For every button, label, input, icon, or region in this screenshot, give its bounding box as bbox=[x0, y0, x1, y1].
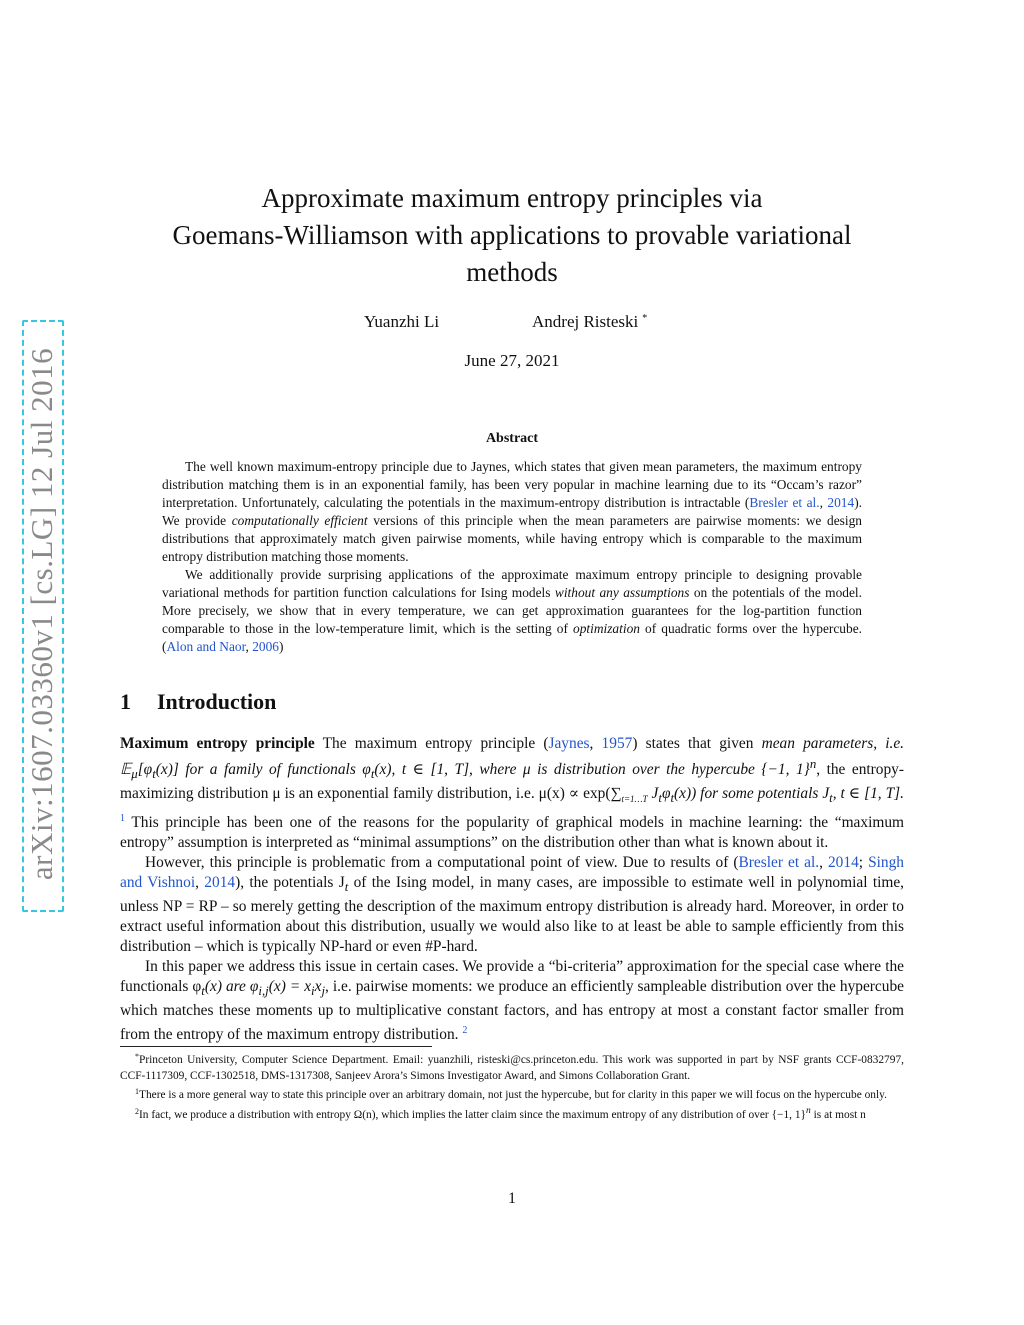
title-line-2: Goemans-Williamson with applications to provable variational bbox=[172, 220, 852, 250]
section-title: Introduction bbox=[157, 689, 277, 714]
citation-link[interactable]: Alon and Naor bbox=[166, 639, 246, 654]
paper-title bbox=[100, 180, 924, 291]
footnote: $^2$In fact, we produce a distribution with entropy Ω(n), which implies the latter claim since the maximum entropy of any distribution of over {−1, 1}$^n$ is at most n bbox=[135, 1105, 866, 1121]
title-line-3: methods bbox=[466, 257, 558, 287]
body-text bbox=[120, 734, 904, 1045]
footnote: $^1$There is a more general way to state this principle over an arbitrary domain, not just the hypercube, but for clarity in this paper we will focus on the hypercube only. bbox=[135, 1087, 887, 1101]
abstract-heading: Abstract bbox=[485, 431, 539, 446]
abstract-paragraph: The well known maximum-entropy principle due to Jaynes, which states that given mean parameters, the maximum entropy distribution matching them is in an exponential family, has been very popular in machine learning due to its “Occam’s razor” interpretation. Unfortunately, calculating the potentials in the maximum-entropy distribution is intractable (Bresler et al., 2014). We provide computationally efficient versions of this principle when the mean parameters are pairwise moments: we design distributions that approximately match given pairwise moments, while having entropy which is comparable to the maximum entropy distribution matching those moments. bbox=[162, 459, 862, 564]
arxiv-sidebar bbox=[22, 320, 62, 910]
author-footnote-mark: * bbox=[642, 313, 648, 324]
section-number: 1 bbox=[120, 689, 131, 714]
body-paragraph: Maximum entropy principle The maximum entropy principle (Jaynes, 1957) states that given mean parameters, i.e. $𝔼_\mu[\varphi_t(x)]$ for a family of functionals $\varphi_t(x)$, t ∈ [1, T], where μ is distribution over the hypercube {−1, 1}$^n$, the entropy-maximizing distribution μ is an exponential family distribution, i.e. $\mu(x) \propto \exp(\sum_{t=1\dots T}$ $J_t\varphi_t(x)$) for some potentials $J_t$, t ∈ [1, T]. $^1$ This principle has been one of the reasons for the popularity of graphical models in machine learning: the “maximum entropy” assumption is interpreted as “minimal assumptions” on the distribution other than what is known about it. bbox=[120, 735, 905, 852]
abstract-body bbox=[162, 458, 862, 656]
footnote-ref-link[interactable]: 2 bbox=[462, 1025, 468, 1037]
footnote-divider bbox=[120, 1046, 432, 1047]
citation-year-link[interactable]: 2014 bbox=[827, 854, 859, 872]
citation-year-link[interactable]: 2006 bbox=[252, 639, 279, 654]
title-line-1: Approximate maximum entropy principles via bbox=[261, 183, 763, 213]
author-name: Yuanzhi Li bbox=[364, 312, 440, 331]
footnote: *Princeton University, Computer Science Department. Email: yuanzhili, risteski@cs.princeton.edu. This work was supported in part by NSF grants CCF-0832797, CCF-1117309, CCF-1302518, DMS-1317308, Sanjeev Arora’s Simons Investigator Award, and Simons Collaboration Grant. bbox=[120, 1052, 904, 1082]
page-number: 1 bbox=[508, 1190, 516, 1207]
arxiv-identifier: arXiv:1607.03360v1 [cs.LG] 12 Jul 2016 bbox=[24, 347, 59, 881]
footnote-ref-link[interactable]: 1 bbox=[120, 813, 125, 825]
author-name: Andrej Risteski * bbox=[532, 312, 648, 331]
body-paragraph: In this paper we address this issue in certain cases. We provide a “bi-criteria” approximation for the special case where the functionals $\varphi_t(x)$ are $\varphi_{i,j}(x) = x_ix_j$, i.e. pairwise moments: we produce an efficiently sampleable distribution over the hypercube which matches these moments up to multiplicative constant factors, and has entropy at most a constant factor smaller from from the entropy of the maximum entropy distribution. $^2$ bbox=[120, 958, 904, 1044]
citation-link[interactable]: Singh and Vishnoi bbox=[120, 854, 904, 892]
body-paragraph: However, this principle is problematic from a computational point of view. Due to results of (Bresler et al., 2014; Singh and Vishnoi, 2014), the potentials $J_t$ of the Ising model, in many cases, are impossible to estimate well in polynomial time, unless NP = RP – so merely getting the description of the maximum entropy distribution is already hard. Moreover, in order to extract useful information about this distribution, usually we would also like to at least be able to sample efficiently from this distribution – which is typically NP-hard or even #P-hard. bbox=[120, 854, 905, 956]
citation-link[interactable]: Bresler et al. bbox=[749, 495, 820, 510]
abstract-paragraph: We additionally provide surprising applications of the approximate maximum entropy principle to designing provable variational methods for partition function calculations for Ising models without any assumptions on the potentials of the model. More precisely, we show that in every temperature, we can get approximation guarantees for the log-partition function comparable to those in the low-temperature limit, which is the setting of optimization of quadratic forms over the hypercube. (Alon and Naor, 2006) bbox=[162, 567, 862, 654]
footnotes bbox=[120, 1049, 904, 1123]
citation-year-link[interactable]: 2014 bbox=[204, 874, 236, 892]
section-heading bbox=[120, 689, 276, 715]
citation-link[interactable]: Jaynes bbox=[548, 735, 590, 752]
citation-year-link[interactable]: 1957 bbox=[601, 735, 633, 752]
citation-year-link[interactable]: 2014 bbox=[827, 495, 855, 510]
paper-date: June 27, 2021 bbox=[464, 351, 560, 370]
citation-link[interactable]: Bresler et al. bbox=[738, 854, 820, 872]
